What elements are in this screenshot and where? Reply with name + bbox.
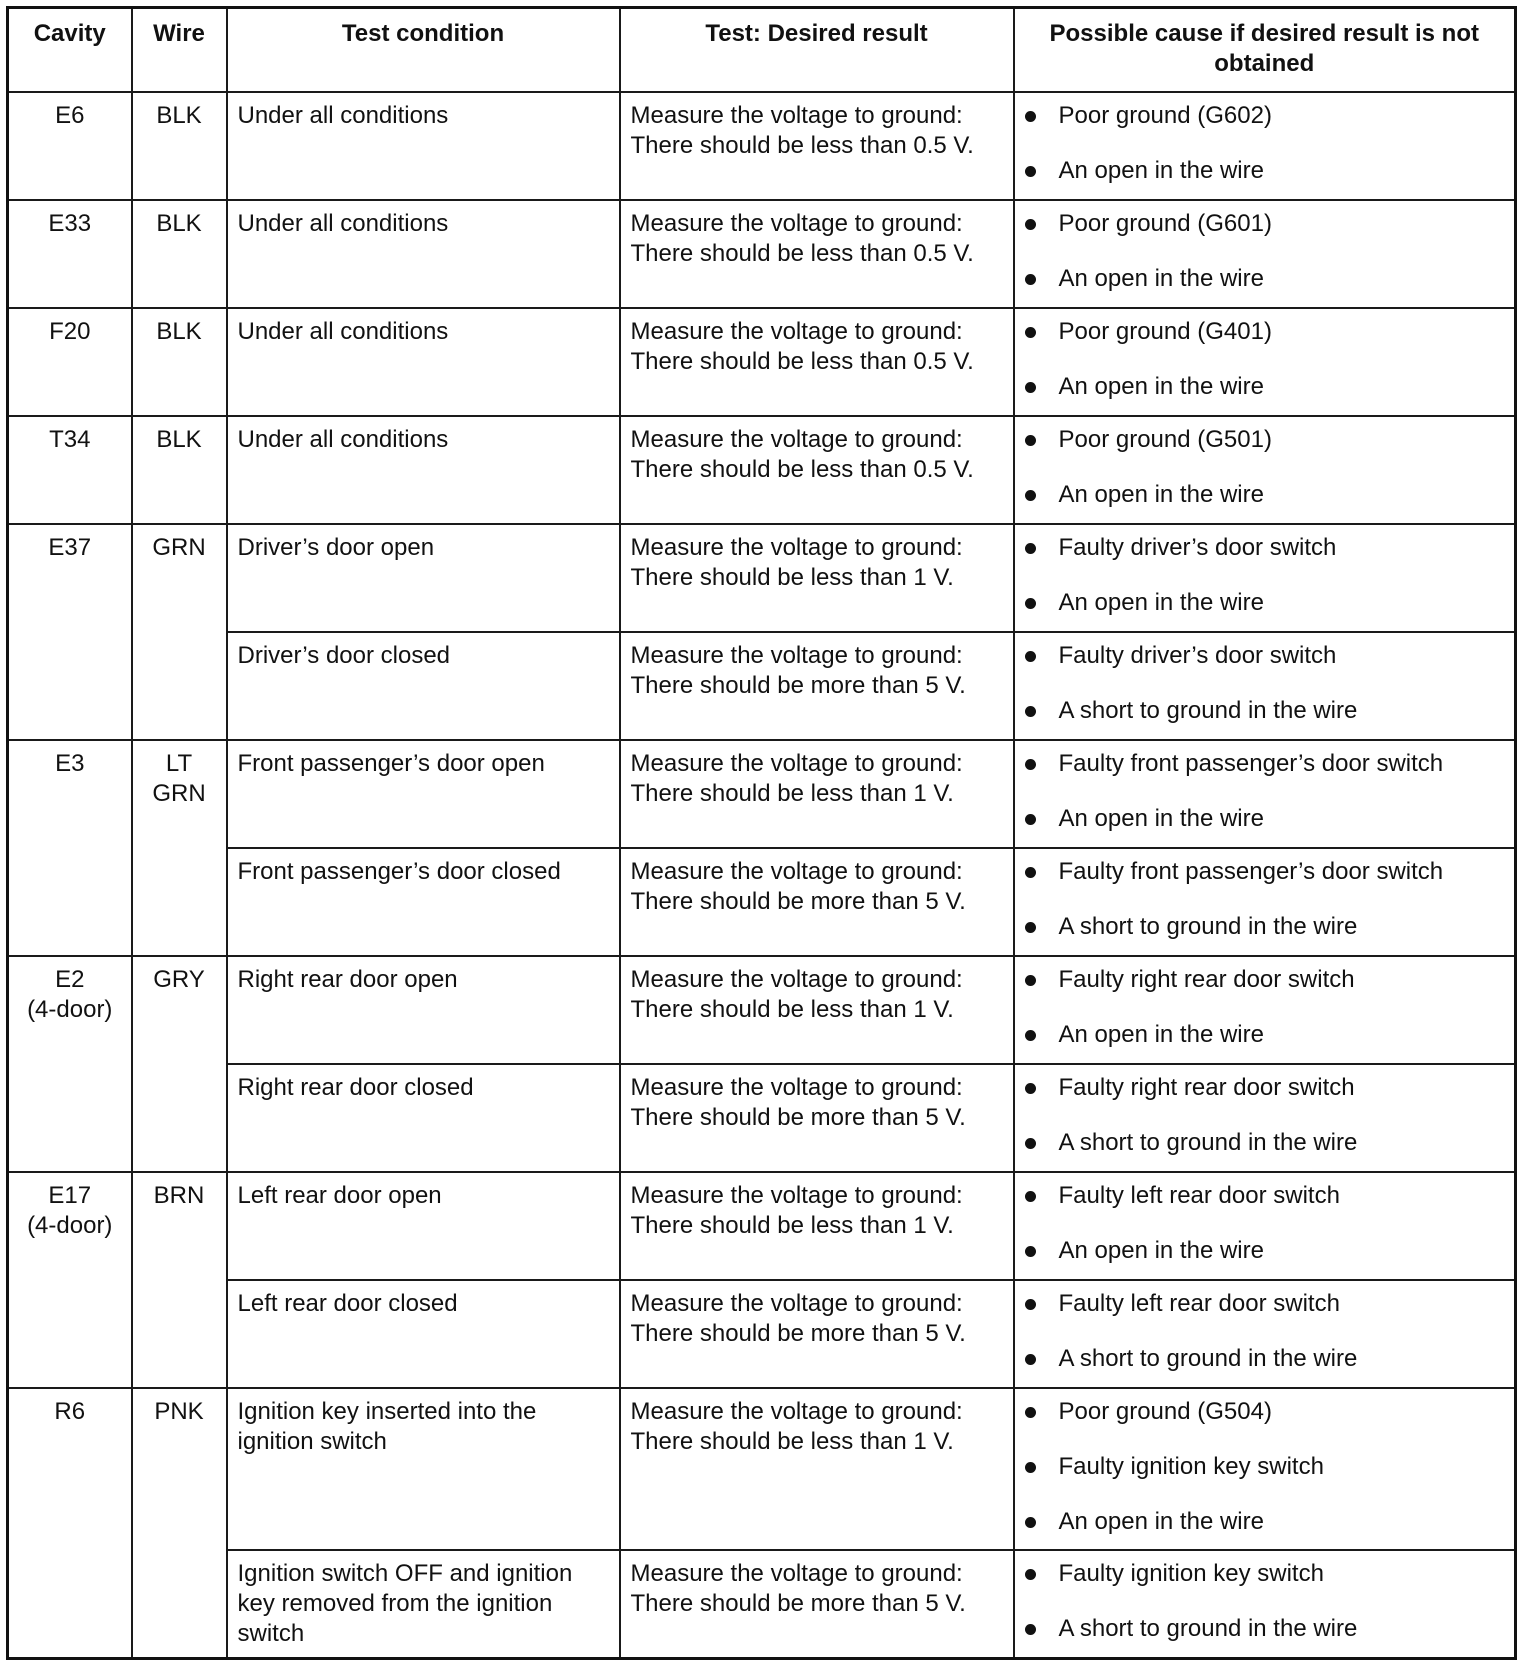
wire-cell <box>132 524 227 740</box>
desired-result-cell <box>620 1550 1014 1659</box>
test-condition-cell <box>227 1064 620 1172</box>
desired-result-line: Measure the voltage to ground: <box>630 102 963 129</box>
desired-result-cell <box>620 956 1014 1064</box>
cause-item: Faulty front passenger’s door switch <box>1025 857 1505 887</box>
desired-result-line: Measure the voltage to ground: <box>630 1074 963 1101</box>
test-condition-line: switch <box>237 1620 305 1647</box>
desired-result-line: Measure the voltage to ground: <box>630 426 963 453</box>
test-condition-line: key removed from the ignition <box>237 1590 553 1617</box>
cause-list <box>1025 1181 1505 1266</box>
cause-item: A short to ground in the wire <box>1025 696 1505 726</box>
cavity-label: R6 <box>54 1398 86 1425</box>
possible-cause-cell <box>1014 632 1516 740</box>
cause-list <box>1025 641 1505 726</box>
cavity-cell <box>8 308 132 416</box>
cause-item: A short to ground in the wire <box>1025 1614 1505 1644</box>
desired-result-line: There should be more than 5 V. <box>630 1320 966 1347</box>
test-condition-cell <box>227 848 620 956</box>
wire-color-label: GRN <box>152 780 206 807</box>
desired-result-cell <box>620 848 1014 956</box>
cause-item: An open in the wire <box>1025 588 1505 618</box>
desired-result-cell <box>620 416 1014 524</box>
test-condition-cell <box>227 524 620 632</box>
cause-list <box>1025 857 1505 942</box>
wire-cell <box>132 956 227 1172</box>
desired-result-line: Measure the voltage to ground: <box>630 642 963 669</box>
desired-result-line: Measure the voltage to ground: <box>630 1560 963 1587</box>
desired-result-cell <box>620 1172 1014 1280</box>
cause-item: A short to ground in the wire <box>1025 912 1505 942</box>
cause-item: An open in the wire <box>1025 1236 1505 1266</box>
desired-result-line: Measure the voltage to ground: <box>630 750 963 777</box>
wire-color-label: BLK <box>156 210 202 237</box>
desired-result-line: Measure the voltage to ground: <box>630 318 963 345</box>
wire-cell <box>132 1388 227 1659</box>
cavity-cell <box>8 416 132 524</box>
test-condition-line: Right rear door open <box>237 966 458 993</box>
cause-item: Poor ground (G601) <box>1025 209 1505 239</box>
test-condition-cell <box>227 956 620 1064</box>
cavity-label: (4-door) <box>27 996 113 1023</box>
cause-item: Faulty front passenger’s door switch <box>1025 749 1505 779</box>
cause-item: Poor ground (G401) <box>1025 317 1505 347</box>
desired-result-line: Measure the voltage to ground: <box>630 1398 963 1425</box>
desired-result-line: There should be less than 0.5 V. <box>630 456 974 483</box>
table-row <box>8 416 1516 524</box>
table-body <box>8 92 1516 1659</box>
wire-color-label: BRN <box>153 1182 205 1209</box>
cavity-label: F20 <box>49 318 91 345</box>
cause-item: Faulty right rear door switch <box>1025 1073 1505 1103</box>
test-condition-cell <box>227 308 620 416</box>
cause-list <box>1025 209 1505 294</box>
header-desired-result: Test: Desired result <box>620 8 1014 93</box>
cause-item: A short to ground in the wire <box>1025 1128 1505 1158</box>
wire-color-label: GRY <box>153 966 205 993</box>
cause-item: Poor ground (G501) <box>1025 425 1505 455</box>
table-row <box>8 1172 1516 1280</box>
test-condition-line: Ignition key inserted into the <box>237 1398 537 1425</box>
wire-cell <box>132 92 227 200</box>
test-condition-line: Left rear door closed <box>237 1290 458 1317</box>
cavity-cell <box>8 1172 132 1388</box>
table-row <box>8 1388 1516 1550</box>
cavity-cell <box>8 92 132 200</box>
test-condition-cell <box>227 92 620 200</box>
desired-result-cell <box>620 632 1014 740</box>
possible-cause-cell <box>1014 416 1516 524</box>
possible-cause-cell <box>1014 1550 1516 1659</box>
header-test-condition: Test condition <box>227 8 620 93</box>
desired-result-line: Measure the voltage to ground: <box>630 1290 963 1317</box>
test-condition-line: Front passenger’s door open <box>237 750 545 777</box>
test-condition-line: Left rear door open <box>237 1182 442 1209</box>
test-condition-line: ignition switch <box>237 1428 387 1455</box>
table-row <box>8 1280 1516 1388</box>
possible-cause-cell <box>1014 740 1516 848</box>
test-condition-line: Under all conditions <box>237 210 449 237</box>
desired-result-line: Measure the voltage to ground: <box>630 1182 963 1209</box>
cavity-cell <box>8 200 132 308</box>
desired-result-cell <box>620 524 1014 632</box>
test-condition-line: Under all conditions <box>237 426 449 453</box>
possible-cause-cell <box>1014 1388 1516 1550</box>
table-row <box>8 1064 1516 1172</box>
test-condition-line: Front passenger’s door closed <box>237 858 561 885</box>
table-row <box>8 632 1516 740</box>
cause-item: A short to ground in the wire <box>1025 1344 1505 1374</box>
cause-item: Faulty ignition key switch <box>1025 1452 1505 1482</box>
desired-result-line: There should be less than 1 V. <box>630 1428 954 1455</box>
desired-result-line: Measure the voltage to ground: <box>630 210 963 237</box>
cause-item: An open in the wire <box>1025 264 1505 294</box>
header-cavity: Cavity <box>8 8 132 93</box>
desired-result-line: There should be less than 1 V. <box>630 1212 954 1239</box>
cavity-label: E3 <box>55 750 85 777</box>
desired-result-line: There should be less than 1 V. <box>630 564 954 591</box>
possible-cause-cell <box>1014 200 1516 308</box>
cause-item: Faulty left rear door switch <box>1025 1181 1505 1211</box>
cause-item: An open in the wire <box>1025 1507 1505 1537</box>
cause-item: Faulty right rear door switch <box>1025 965 1505 995</box>
cavity-label: T34 <box>49 426 91 453</box>
test-condition-line: Driver’s door open <box>237 534 435 561</box>
table-row <box>8 308 1516 416</box>
cavity-cell <box>8 956 132 1172</box>
possible-cause-cell <box>1014 308 1516 416</box>
cause-list <box>1025 749 1505 834</box>
wire-cell <box>132 308 227 416</box>
wire-color-label: LT <box>165 750 193 777</box>
cause-item: Faulty driver’s door switch <box>1025 641 1505 671</box>
test-condition-cell <box>227 740 620 848</box>
cavity-cell <box>8 524 132 740</box>
wire-cell <box>132 200 227 308</box>
test-condition-line: Right rear door closed <box>237 1074 474 1101</box>
desired-result-line: There should be more than 5 V. <box>630 888 966 915</box>
test-condition-cell <box>227 1172 620 1280</box>
desired-result-line: Measure the voltage to ground: <box>630 534 963 561</box>
desired-result-line: Measure the voltage to ground: <box>630 966 963 993</box>
wire-color-label: BLK <box>156 426 202 453</box>
cause-list <box>1025 965 1505 1050</box>
desired-result-line: There should be less than 0.5 V. <box>630 348 974 375</box>
cavity-label: E33 <box>48 210 92 237</box>
desired-result-line: There should be more than 5 V. <box>630 1104 966 1131</box>
test-condition-cell <box>227 1280 620 1388</box>
test-condition-line: Under all conditions <box>237 318 449 345</box>
cause-item: An open in the wire <box>1025 804 1505 834</box>
cavity-label: E2 <box>55 966 85 993</box>
cavity-label: (4-door) <box>27 1212 113 1239</box>
wire-color-label: BLK <box>156 102 202 129</box>
header-possible-cause: Possible cause if desired result is not obtained <box>1014 8 1516 93</box>
test-condition-line: Under all conditions <box>237 102 449 129</box>
cause-list <box>1025 101 1505 186</box>
circuit-test-table <box>6 6 1517 1660</box>
cause-list <box>1025 1289 1505 1374</box>
cause-list <box>1025 425 1505 510</box>
wire-color-label: GRN <box>152 534 206 561</box>
cavity-cell <box>8 740 132 956</box>
possible-cause-cell <box>1014 1172 1516 1280</box>
cause-item: An open in the wire <box>1025 480 1505 510</box>
cause-item: An open in the wire <box>1025 1020 1505 1050</box>
table-row <box>8 740 1516 848</box>
wire-color-label: PNK <box>154 1398 204 1425</box>
cause-list <box>1025 1073 1505 1158</box>
cause-item: Faulty ignition key switch <box>1025 1559 1505 1589</box>
table-row <box>8 1550 1516 1659</box>
cause-list <box>1025 317 1505 402</box>
cause-item: Faulty driver’s door switch <box>1025 533 1505 563</box>
test-condition-cell <box>227 1550 620 1659</box>
wire-color-label: BLK <box>156 318 202 345</box>
desired-result-cell <box>620 1388 1014 1550</box>
cause-list <box>1025 1397 1505 1537</box>
cause-list <box>1025 1559 1505 1644</box>
desired-result-line: There should be more than 5 V. <box>630 672 966 699</box>
desired-result-cell <box>620 740 1014 848</box>
cause-item: Faulty left rear door switch <box>1025 1289 1505 1319</box>
possible-cause-cell <box>1014 848 1516 956</box>
header-wire: Wire <box>132 8 227 93</box>
possible-cause-cell <box>1014 1280 1516 1388</box>
test-condition-cell <box>227 200 620 308</box>
diagnostic-table-sheet <box>6 6 1517 1660</box>
test-condition-cell <box>227 1388 620 1550</box>
desired-result-line: There should be less than 0.5 V. <box>630 240 974 267</box>
cause-item: Poor ground (G504) <box>1025 1397 1505 1427</box>
desired-result-cell <box>620 200 1014 308</box>
desired-result-cell <box>620 92 1014 200</box>
desired-result-cell <box>620 308 1014 416</box>
desired-result-cell <box>620 1280 1014 1388</box>
test-condition-cell <box>227 416 620 524</box>
desired-result-line: There should be less than 1 V. <box>630 780 954 807</box>
cause-item: Poor ground (G602) <box>1025 101 1505 131</box>
table-row <box>8 200 1516 308</box>
cavity-cell <box>8 1388 132 1659</box>
test-condition-cell <box>227 632 620 740</box>
cause-item: An open in the wire <box>1025 372 1505 402</box>
wire-cell <box>132 740 227 956</box>
desired-result-line: There should be less than 0.5 V. <box>630 132 974 159</box>
table-row <box>8 524 1516 632</box>
possible-cause-cell <box>1014 524 1516 632</box>
test-condition-line: Driver’s door closed <box>237 642 451 669</box>
possible-cause-cell <box>1014 956 1516 1064</box>
table-row <box>8 848 1516 956</box>
test-condition-line: Ignition switch OFF and ignition <box>237 1560 573 1587</box>
cause-item: An open in the wire <box>1025 156 1505 186</box>
cavity-label: E17 <box>48 1182 92 1209</box>
cavity-label: E6 <box>55 102 85 129</box>
possible-cause-cell <box>1014 92 1516 200</box>
desired-result-line: Measure the voltage to ground: <box>630 858 963 885</box>
table-row <box>8 956 1516 1064</box>
desired-result-line: There should be less than 1 V. <box>630 996 954 1023</box>
table-row <box>8 92 1516 200</box>
cavity-label: E37 <box>48 534 92 561</box>
wire-cell <box>132 416 227 524</box>
desired-result-cell <box>620 1064 1014 1172</box>
possible-cause-cell <box>1014 1064 1516 1172</box>
header-row <box>8 8 1516 93</box>
cause-list <box>1025 533 1505 618</box>
wire-cell <box>132 1172 227 1388</box>
desired-result-line: There should be more than 5 V. <box>630 1590 966 1617</box>
